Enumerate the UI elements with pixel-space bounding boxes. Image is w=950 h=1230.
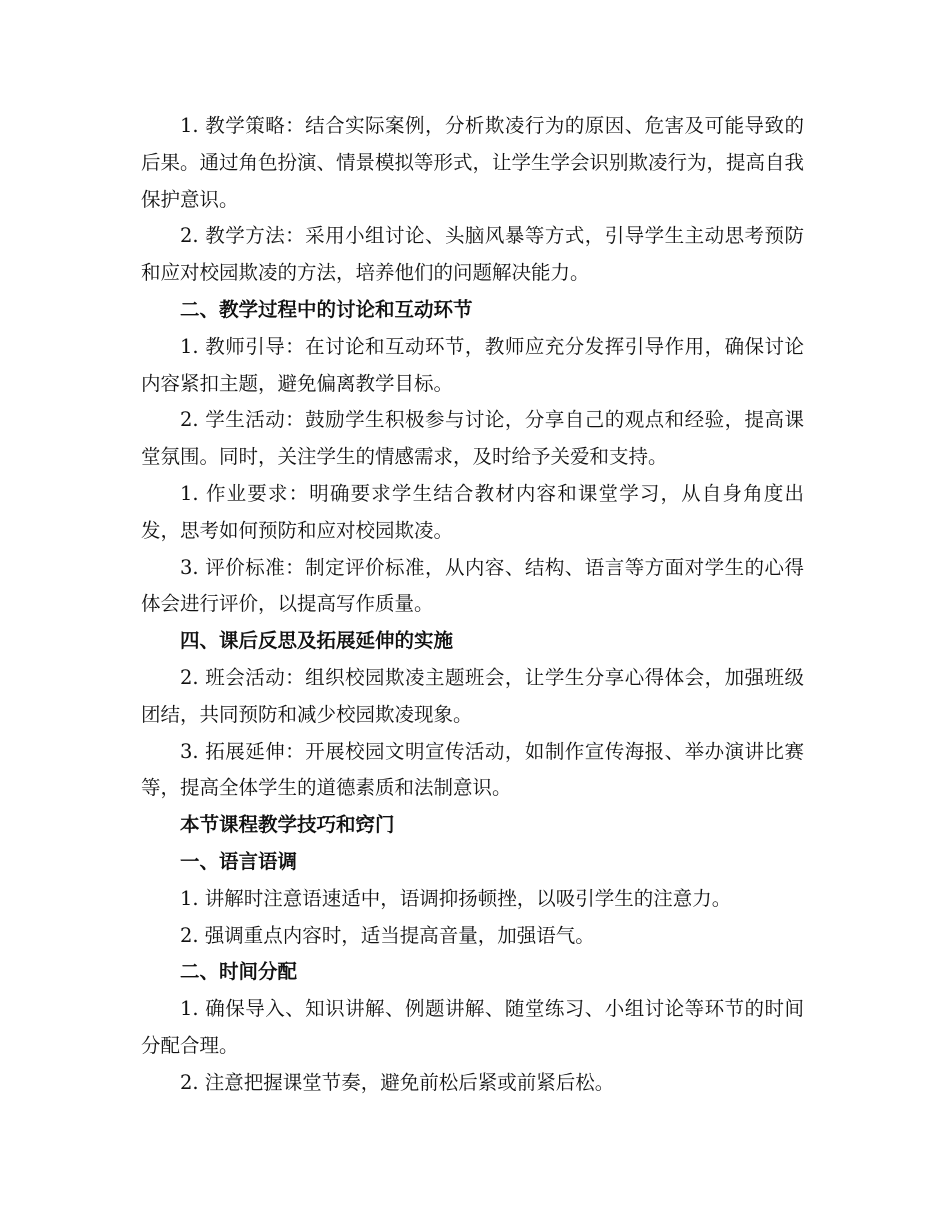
section-heading-language: 一、语言语调 <box>180 849 298 873</box>
paragraph-teacher-guidance: 1. 教师引导：在讨论和互动环节，教师应充分发挥引导作用，确保讨论内容紧扣主题，避免偏离教学目标。 <box>141 334 804 395</box>
section-heading-tips: 本节课程教学技巧和窍门 <box>180 813 395 837</box>
paragraph-student-activity: 2. 学生活动：鼓励学生积极参与讨论，分享自己的观点和经验，提高课堂氛围。同时，关注学生的情感需求，及时给予关爱和支持。 <box>141 408 804 469</box>
paragraph-pacing: 2. 注意把握课堂节奏，避免前松后紧或前紧后松。 <box>180 1070 615 1094</box>
section-heading-discussion: 二、教学过程中的讨论和互动环节 <box>180 297 473 321</box>
paragraph-homework-requirement: 1. 作业要求：明确要求学生结合教材内容和课堂学习，从自身角度出发，思考如何预防和应对校园欺凌。 <box>141 481 804 542</box>
paragraph-class-meeting: 2. 班会活动：组织校园欺凌主题班会，让学生分享心得体会，加强班级团结，共同预防和减少校园欺凌现象。 <box>141 665 804 726</box>
document-page <box>141 108 804 1102</box>
paragraph-emphasis: 2. 强调重点内容时，适当提高音量，加强语气。 <box>180 923 595 947</box>
section-heading-reflection: 四、课后反思及拓展延伸的实施 <box>180 629 454 653</box>
paragraph-teaching-strategy: 1. 教学策略：结合实际案例，分析欺凌行为的原因、危害及可能导致的后果。通过角色扮演、情景模拟等形式，让学生学会识别欺凌行为，提高自我保护意识。 <box>141 114 805 211</box>
paragraph-evaluation-standard: 3. 评价标准：制定评价标准，从内容、结构、语言等方面对学生的心得体会进行评价，以提高写作质量。 <box>141 555 804 616</box>
paragraph-speech-pace: 1. 讲解时注意语速适中，语调抑扬顿挫，以吸引学生的注意力。 <box>180 886 732 910</box>
paragraph-extension: 3. 拓展延伸：开展校园文明宣传活动，如制作宣传海报、举办演讲比赛等，提高全体学生的道德素质和法制意识。 <box>141 739 804 800</box>
section-heading-time: 二、时间分配 <box>180 960 298 984</box>
paragraph-teaching-method: 2. 教学方法：采用小组讨论、头脑风暴等方式，引导学生主动思考预防和应对校园欺凌的方法，培养他们的问题解决能力。 <box>141 224 804 285</box>
paragraph-time-allocation: 1. 确保导入、知识讲解、例题讲解、随堂练习、小组讨论等环节的时间分配合理。 <box>141 997 804 1057</box>
